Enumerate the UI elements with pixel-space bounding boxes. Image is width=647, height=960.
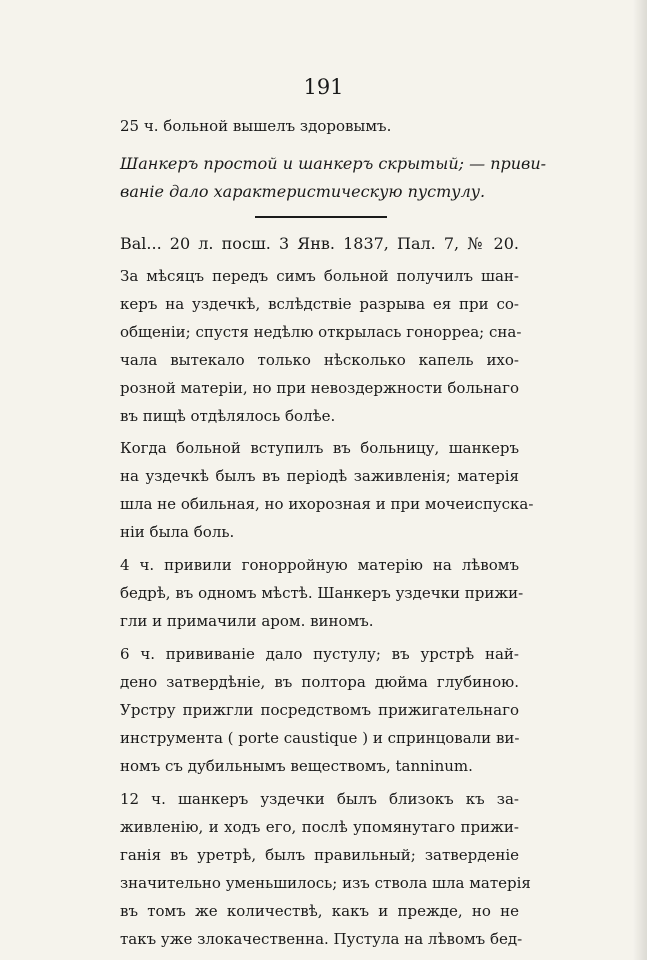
text-line: инструмента ( porte caustique ) и спринцовали ви- (120, 729, 520, 747)
text-line: Bal... 20 л. посш. 3 Янв. 1837, Пал. 7, № 20. (120, 234, 519, 253)
text-line: гли и примачили аром. виномъ. (120, 612, 374, 630)
text-line: шла не обильная, но ихорозная и при мочеиспуска- (120, 495, 534, 513)
text-line: керъ на уздечкѣ, вслѣдствіе разрыва ея при со- (120, 295, 519, 313)
text-line: 25 ч. больной вышелъ здоровымъ. (120, 117, 392, 135)
text-line: въ томъ же количествѣ, какъ и прежде, но не (120, 902, 519, 920)
text-line: ваніе дало характеристическую пустулу. (120, 182, 486, 201)
text-line: Урстру прижгли посредствомъ прижигательнаго (120, 701, 519, 719)
page-number: 191 (303, 75, 344, 99)
text-line: бедрѣ, въ одномъ мѣстѣ. Шанкеръ уздечки прижи- (120, 584, 524, 602)
text-line: на уздечкѣ былъ въ періодѣ заживленія; матерія (120, 467, 519, 485)
text-line: значительно уменьшилось; изъ ствола шла матерія (120, 874, 531, 892)
text-line: чала вытекало только нѣсколько капель ихо- (120, 351, 519, 369)
text-line: живленію, и ходъ его, послѣ упомянутаго прижи- (120, 818, 519, 836)
text-line: такъ уже злокачественна. Пустула на лѣвомъ бед- (120, 930, 523, 948)
text-line: Шанкеръ простой и шанкеръ скрытый; — приви- (120, 154, 547, 173)
text-line: дено затвердѣніе, въ полтора дюйма глубиною. (120, 673, 519, 691)
text-line: розной матеріи, но при невоздержности больнаго (120, 379, 519, 397)
text-line: Когда больной вступилъ въ больницу, шанкеръ (120, 439, 519, 457)
text-line: 4 ч. привили гонорройную матерію на лѣвомъ (120, 556, 519, 574)
text-line: ганія въ уретрѣ, былъ правильный; затверденіе (120, 846, 519, 864)
divider-rule (255, 216, 387, 218)
text-line: номъ съ дубильнымъ веществомъ, tanninum. (120, 757, 473, 775)
text-line: За мѣсяцъ передъ симъ больной получилъ шан- (120, 267, 519, 285)
text-line: ніи была боль. (120, 523, 235, 541)
text-line: общеніи; спустя недѣлю открылась гонорреа; сна- (120, 323, 522, 341)
text-line: 12 ч. шанкеръ уздечки былъ близокъ къ за- (120, 790, 519, 808)
text-line: 6 ч. прививаніе дало пустулу; въ урстрѣ най- (120, 645, 519, 663)
page-edge-shadow (633, 0, 647, 960)
text-line: въ пищѣ отдѣлялось болѣе. (120, 407, 336, 425)
